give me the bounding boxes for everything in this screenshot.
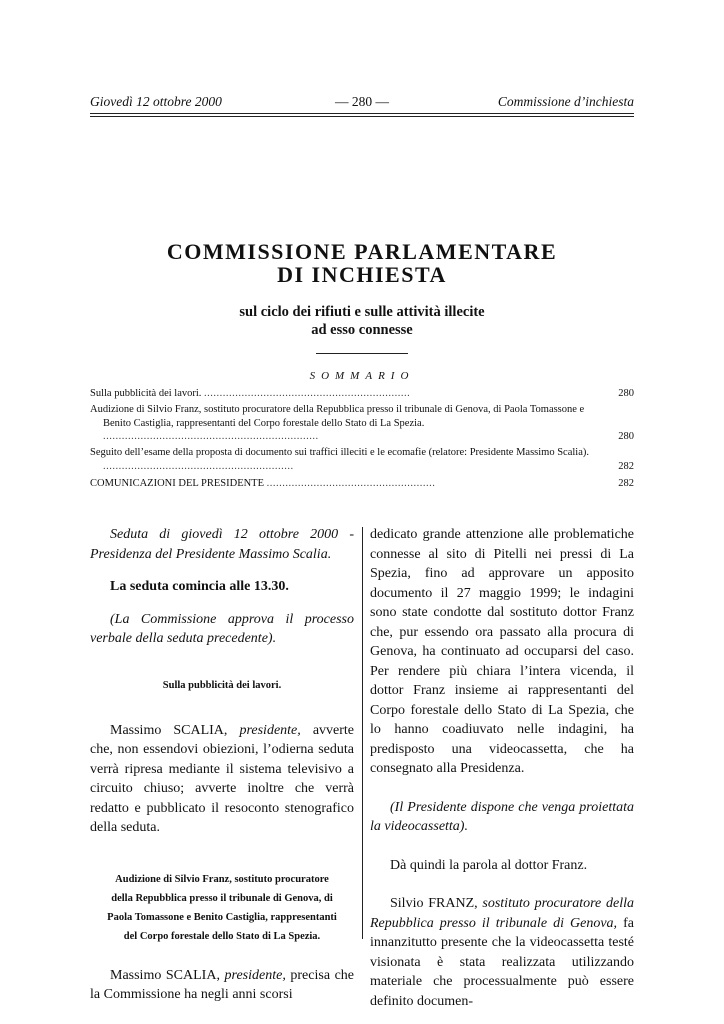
- toc-entry-text: Audizione di Silvio Franz, sostituto procuratore della Repubblica presso il tribunale di Genova, di Paola Tomassone e Benito Castiglia, rappresentanti del Corpo forestale dello Stato di La Spezia.: [90, 404, 585, 429]
- toc-entry-page: 282: [618, 478, 634, 489]
- dot-leader: .....................................................................: [103, 431, 319, 442]
- section-heading-line: del Corpo forestale dello Stato di La Spezia.: [123, 930, 321, 942]
- section-heading-line: della Repubblica presso il tribunale di Genova, di: [111, 892, 333, 904]
- left-column: [90, 525, 354, 1005]
- paragraph: [90, 966, 354, 1005]
- document-title: [90, 240, 634, 286]
- paragraph: Dà quindi la parola al dottor Franz.: [390, 857, 588, 873]
- header-rule-top: [90, 113, 634, 114]
- speaker-role: presidente,: [224, 967, 286, 983]
- section-heading-audizione: [90, 870, 354, 946]
- subtitle-line-2: ad esso connesse: [311, 322, 413, 338]
- column-divider: [362, 527, 363, 939]
- section-heading-line: Audizione di Silvio Franz, sostituto procuratore: [115, 873, 329, 885]
- toc-entry-page: 280: [618, 388, 634, 399]
- speaker-name: Massimo SCALIA,: [110, 967, 220, 983]
- table-of-contents: [90, 387, 634, 493]
- seduta-start: La seduta comincia alle 13.30.: [110, 579, 289, 594]
- document-subtitle: [90, 303, 634, 339]
- toc-entry[interactable]: [90, 387, 634, 401]
- speaker-role: presidente,: [239, 722, 301, 738]
- verbale-approval: (La Commissione approva il processo verbale della seduta precedente).: [90, 611, 354, 646]
- header-rule-bottom: [90, 116, 634, 117]
- title-line-2: DI INCHIESTA: [277, 262, 447, 287]
- speaker-role: sostituto procuratore della Repubblica presso il tribunale di Genova,: [370, 896, 634, 931]
- header-date: Giovedì 12 ottobre 2000: [90, 94, 222, 109]
- toc-entry-page: 280: [618, 431, 634, 442]
- right-column: [370, 525, 634, 1011]
- speaker-name: Massimo SCALIA,: [110, 722, 228, 738]
- dot-leader: .............................................................: [103, 460, 294, 472]
- page-header: [90, 94, 634, 112]
- toc-entry[interactable]: [90, 403, 634, 444]
- section-heading-pubblicita: Sulla pubblicità dei lavori.: [162, 679, 282, 691]
- paragraph-text: avverte che, non essendovi obiezioni, l’odierna seduta verrà ripresa mediante il sistema televisivo a circuito chiuso; avverte inoltre che verrà redatto e pubblicato il resoconto stenografico della seduta.: [90, 722, 355, 835]
- toc-entry-text: Sulla pubblicità dei lavori.: [90, 388, 202, 399]
- toc-entry[interactable]: [90, 477, 634, 491]
- toc-entry[interactable]: [90, 446, 634, 473]
- paragraph: [370, 894, 634, 1011]
- paragraph: [90, 721, 354, 838]
- dot-leader: ......................................................: [266, 478, 436, 489]
- toc-entry-text: Seguito dell’esame della proposta di documento sui traffici illeciti e le ecomafie (relatore: Presidente Massimo Scalia).: [90, 447, 589, 458]
- subtitle-line-1: sul ciclo dei rifiuti e sulle attività illecite: [239, 304, 485, 320]
- speaker-name: Silvio FRANZ,: [390, 896, 478, 911]
- seduta-line: Seduta di giovedì 12 ottobre 2000 - Presidenza del Presidente Massimo Scalia.: [90, 527, 354, 562]
- paragraph-text: precisa che la Commissione ha negli anni scorsi: [90, 967, 355, 1002]
- header-section: Commissione d’inchiesta: [497, 94, 634, 109]
- toc-entry-page: 282: [618, 460, 634, 472]
- dot-leader: ..................................................................: [204, 388, 411, 399]
- paragraph: dedicato grande attenzione alle problematiche connesse al sito di Pitelli nei pressi di La Spezia, fino ad approvare un apposito documento il 27 maggio 1999; le indagini sono state condotte dal sostituto dottor Franz che, pur essendo ora passato alla procura di Genova, ha continuato ad occuparsi del caso. Per rendere più chiara l’intera vicenda, il dottor Franz insieme ai rappresentanti del Corpo forestale dello Stato di La Spezia, che lo hanno coadiuvato nelle indagini, ha predisposto una videocassetta, che ha consegnato alla Presidenza.: [370, 527, 634, 776]
- toc-entry-text: COMUNICAZIONI DEL PRESIDENTE: [90, 478, 265, 489]
- projection-note: (Il Presidente dispone che venga proiettata la videocassetta).: [370, 799, 634, 834]
- paragraph-text: fa innanzitutto presente che la videocassetta testé visionata è stata realizzata utilizzando materiale che processualmente può essere definito documen-: [370, 915, 634, 1009]
- header-page-number: — 280 —: [335, 94, 389, 109]
- title-line-1: COMMISSIONE PARLAMENTARE: [166, 239, 558, 264]
- section-heading-line: Paola Tomassone e Benito Castiglia, rappresentanti: [107, 911, 337, 923]
- title-divider: [316, 353, 408, 354]
- sommario-heading: SOMMARIO: [309, 370, 415, 382]
